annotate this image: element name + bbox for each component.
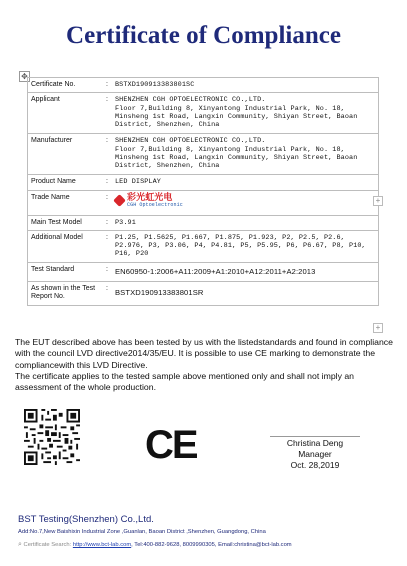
signatory-role: Manager: [298, 449, 332, 459]
row-label: Test Standard: [28, 262, 103, 281]
table-move-handle-icon[interactable]: ✥: [19, 71, 30, 82]
row-label: Main Test Model: [28, 215, 103, 230]
add-row-icon[interactable]: +: [373, 323, 383, 333]
table-row: Product Name : LED DISPLAY: [28, 175, 379, 190]
certificate-title: Certificate of Compliance: [66, 22, 341, 49]
certificate-number: BSTXD190913383801SC: [112, 78, 379, 93]
footer: [18, 514, 398, 549]
additional-model-value: P1.25, P1.5625, P1.667, P1.875, P1.923, P2, P2.5, P2.6, P2.976, P3, P3.06, P4, P4.81, P5, P5.95, P6, P6.67, P8, P10, P16, P20: [112, 230, 379, 262]
statement-paragraph: The EUT described above has been tested by us with the listedstandards and found in compliance with the council LVD directive2014/35/EU. It is possible to use CE marking to demonstrate the compliancewith this LVD Directive.: [15, 337, 393, 370]
logo-chinese-text: 彩光虹光电: [127, 192, 173, 203]
manufacturer-value: SHENZHEN CGH OPTOELECTRONIC CO.,LTD. Floor 7,Building 8, Xinyantong Industrial Park, No. 18, Minsheng 1st Road, Langxin Community, Shiyan Street, Baoan District, Shenzhen, China: [112, 134, 379, 175]
main-test-model-value: P3.91: [112, 215, 379, 230]
certificate-details-table: [27, 77, 379, 306]
trade-name-value: [112, 190, 379, 215]
signatory-block: [265, 438, 365, 471]
magnifier-icon: ⌕: [18, 541, 22, 548]
table-row: As shown in the Test Report No. : BSTXD190913383801SR: [28, 282, 379, 306]
row-label: Trade Name: [28, 190, 103, 215]
table-row: Test Standard : EN60950-1:2006+A11:2009+A1:2010+A12:2011+A2:2013: [28, 262, 379, 281]
table-row: Applicant : SHENZHEN CGH OPTOELECTRONIC CO.,LTD. Floor 7,Building 8, Xinyantong Industrial Park, No. 18, Minsheng 1st Road, Langxin Community, Shiyan Street, Baoan District, Shenzhen, China: [28, 93, 379, 134]
row-label: As shown in the Test Report No.: [28, 282, 103, 306]
company-address: Add:No.7,New Baishixin Industrial Zone ,Guanlan, Baoan District ,Shenzhen, Guangdong, China: [18, 529, 266, 535]
row-label: Additional Model: [28, 230, 103, 262]
search-label: Certificate Search:: [23, 542, 72, 548]
row-label: Product Name: [28, 175, 103, 190]
row-label: Certificate No.: [28, 78, 103, 93]
signatory-name: Christina Deng: [286, 438, 344, 448]
table-row: Certificate No. : BSTXD190913383801SC: [28, 78, 379, 93]
test-standard-value: EN60950-1:2006+A11:2009+A1:2010+A12:2011+A2:2013: [112, 262, 379, 281]
signature-line: [270, 436, 360, 437]
table-row: Manufacturer : SHENZHEN CGH OPTOELECTRONIC CO.,LTD. Floor 7,Building 8, Xinyantong Industrial Park, No. 18, Minsheng 1st Road, Langxin Community, Shiyan Street, Baoan District, Shenzhen, China: [28, 134, 379, 175]
company-name: BST Testing(Shenzhen) Co.,Ltd.: [18, 514, 154, 525]
compliance-statement: [15, 337, 399, 393]
row-label: Applicant: [28, 93, 103, 134]
website-link[interactable]: http://www.bct-lab.com: [72, 542, 132, 548]
ce-mark: CE: [145, 423, 197, 467]
product-name-value: LED DISPLAY: [112, 175, 379, 190]
tel-email: Tel:400-882-9628, 8009990305, Email:christina@bct-lab.com: [134, 542, 292, 548]
table-row: Trade Name : 彩光虹光电 CGH Optoelectronic: [28, 190, 379, 215]
applicant-value: SHENZHEN CGH OPTOELECTRONIC CO.,LTD. Floor 7,Building 8, Xinyantong Industrial Park, No. 18, Minsheng 1st Road, Langxin Community, Shiyan Street, Baoan District, Shenzhen, China: [112, 93, 379, 134]
statement-paragraph: The certificate applies to the tested sample above mentioned only and shall not imply an assessment of the whole production.: [15, 370, 355, 393]
trade-name-logo: [115, 194, 183, 208]
signature-date: Oct. 28,2019: [290, 460, 340, 470]
row-label: Manufacturer: [28, 134, 103, 175]
table-row: Additional Model : P1.25, P1.5625, P1.667, P1.875, P1.923, P2, P2.5, P2.6, P2.976, P3, P3.06, P4, P4.81, P5, P5.95, P6, P6.67, P8, P10, P16, P20: [28, 230, 379, 262]
logo-english-text: CGH Optoelectronic: [127, 201, 183, 208]
test-report-number: BSTXD190913383801SR: [112, 282, 379, 306]
qr-code-icon: [24, 409, 80, 465]
add-row-icon[interactable]: +: [373, 196, 383, 206]
contact-line: ⌕ Certificate Search: http://www.bct-lab.com, Tel:400-882-9628, 8009990305, Email:christina@bct-lab.com: [18, 541, 292, 548]
cgh-logo-icon: [113, 194, 126, 207]
table-row: Main Test Model : P3.91: [28, 215, 379, 230]
